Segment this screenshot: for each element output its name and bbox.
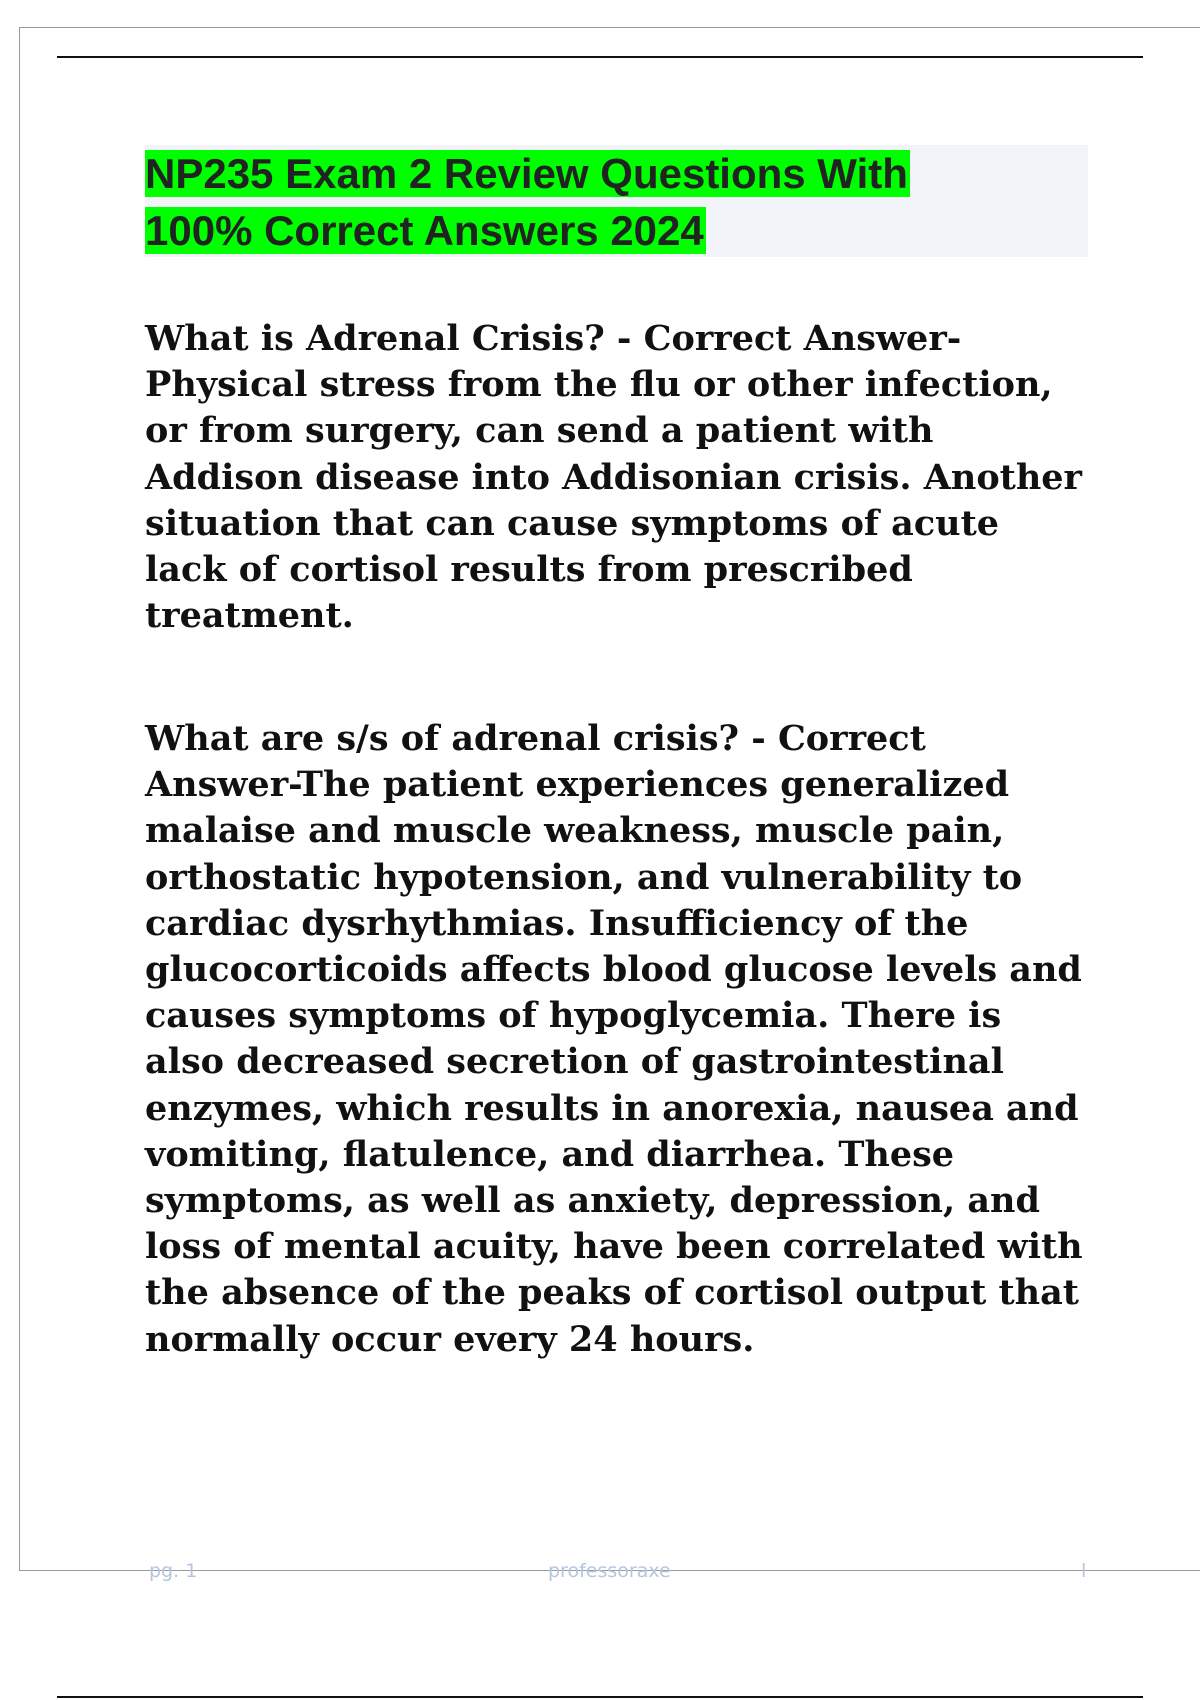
footer-page-number: pg. 1 [149, 1560, 198, 1582]
document-title [145, 145, 1088, 259]
title-line-2: 100% Correct Answers 2024 [145, 207, 704, 254]
qa-item-adrenal-crisis-symptoms: What are s/s of adrenal crisis? - Correct Answer-The patient experiences generalized malaise and muscle weakness, muscle pain, orthostatic hypotension, and vulnerability to cardiac dysrhythmias. Insufficiency of the glucocorticoids affects blood glucose levels and causes symptoms of hypoglycemia. There is also decreased secretion of gastrointestinal enzymes, which results in anorexia, nausea and vomiting, flatulence, and diarrhea. These symptoms, as well as anxiety, depression, and loss of mental acuity, have been correlated with the absence of the peaks of cortisol output that normally occur every 24 hours. [145, 718, 1083, 1360]
footer-author: professoraxe [548, 1560, 671, 1582]
footer-separator: l [1081, 1560, 1087, 1582]
title-line-1: NP235 Exam 2 Review Questions With [145, 150, 908, 197]
title-block [145, 145, 1088, 257]
qa-item-adrenal-crisis: What is Adrenal Crisis? - Correct Answer-Physical stress from the flu or other infection, or from surgery, can send a patient with Addison disease into Addisonian crisis. Another situation that can cause symptoms of acute lack of cortisol results from prescribed treatment. [145, 318, 1082, 637]
bottom-rule [57, 1696, 1143, 1698]
top-rule [57, 56, 1143, 58]
